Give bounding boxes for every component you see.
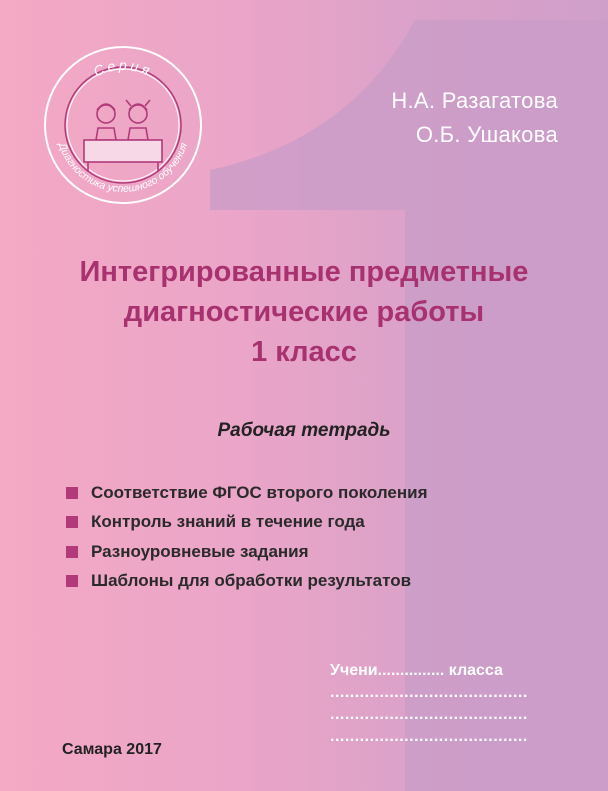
feature-text: Разноуровневые задания — [91, 541, 309, 561]
book-title — [0, 252, 608, 372]
author-name: Н.А. Разагатова — [391, 88, 558, 113]
imprint-city-year: Самара 2017 — [62, 741, 162, 758]
feature-text: Соответствие ФГОС второго поколения — [91, 482, 428, 502]
blank-line: ........................................ — [330, 684, 528, 701]
series-ring-caption: Диагностика успешного обучения — [55, 141, 191, 196]
title-line: диагностические работы — [123, 296, 485, 328]
square-bullet-icon — [66, 546, 78, 558]
author-name: О.Б. Ушакова — [415, 122, 558, 147]
feature-text: Шаблоны для обработки результатов — [91, 571, 412, 591]
title-line: Интегрированные предметные — [79, 256, 529, 288]
feature-list — [66, 478, 428, 596]
feature-text: Контроль знаний в течение года — [91, 512, 365, 532]
authors-block — [391, 84, 558, 152]
student-name-field — [330, 660, 562, 748]
series-label: Серия — [91, 56, 156, 80]
feature-item — [66, 537, 428, 567]
square-bullet-icon — [66, 487, 78, 499]
blank-line: ........................................ — [330, 706, 528, 723]
two-children-at-desk-icon — [84, 100, 162, 172]
series-emblem — [38, 40, 208, 210]
square-bullet-icon — [66, 575, 78, 587]
square-bullet-icon — [66, 516, 78, 528]
blank-line: ........................................ — [330, 728, 528, 745]
student-class-line: Учени............... класса — [330, 662, 503, 679]
book-subtitle: Рабочая тетрадь — [217, 420, 391, 441]
feature-item — [66, 478, 428, 508]
feature-item — [66, 567, 428, 597]
title-grade: 1 класс — [251, 336, 357, 368]
svg-text:Серия — [91, 57, 155, 80]
feature-item — [66, 508, 428, 538]
